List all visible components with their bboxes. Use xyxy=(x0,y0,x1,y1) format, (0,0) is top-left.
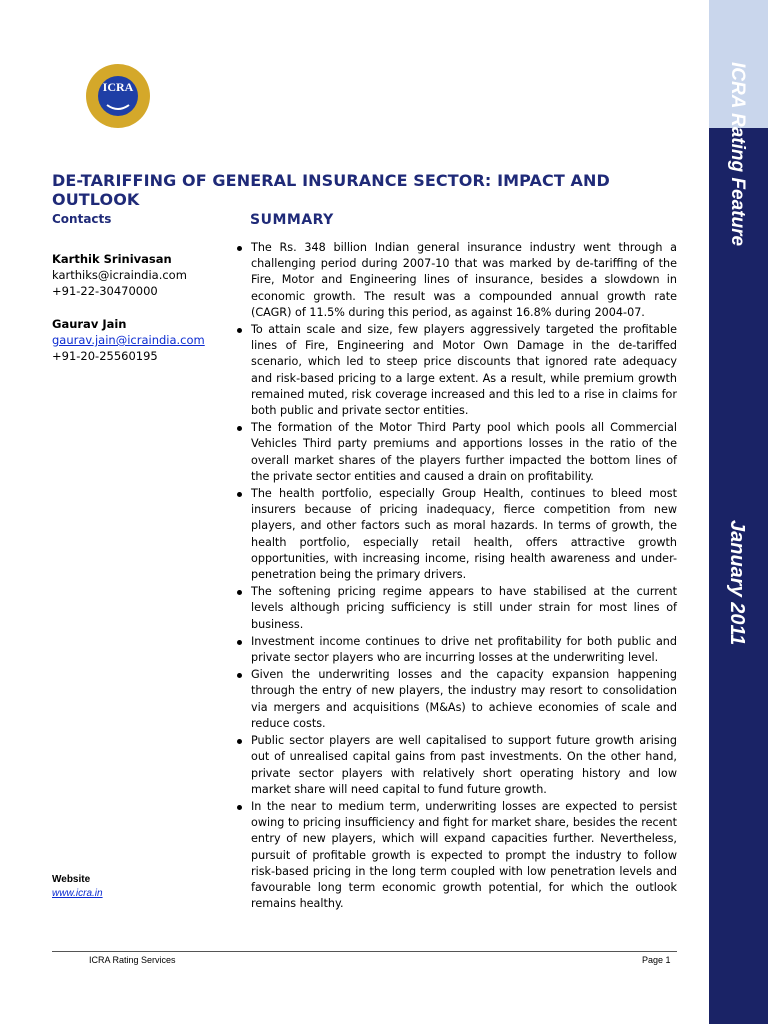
summary-bullet-text: Public sector players are well capitalised to support future growth arising out of unrealised capital gains from past investments. On the other hand, private sector players with relatively short operating history and low market share will need capital to fund future growth. xyxy=(251,734,677,796)
summary-bullet-text: Investment income continues to drive net profitability for both public and private sector players who are incurring losses at the underwriting level. xyxy=(251,634,677,665)
contact-card xyxy=(52,316,242,364)
summary-bullet-text: In the near to medium term, underwriting losses are expected to persist owing to pricing insufficiency and fight for market share, besides the recent entry of new players, which will expand capacities further. Nevertheless, pursuit of profitable growth is expected to prompt the industry to follow risk-based pricing in the long term coupled with low penetration levels and favourable long term economic growth potential, for which the outlook remains healthy. xyxy=(251,799,677,911)
summary-bullet xyxy=(237,634,677,666)
bullet-dot-icon xyxy=(237,640,242,645)
icra-logo-icon xyxy=(85,63,151,129)
footer-page-number: Page 1 xyxy=(642,955,671,965)
summary-bullet-text: Given the underwriting losses and the capacity expansion happening through the entry of new players, the industry may resort to consolidation via mergers and acquisitions (M&As) to achieve economies of scale and reduce costs. xyxy=(251,668,677,730)
summary-bullet xyxy=(237,584,677,633)
contact-phone: +91-22-30470000 xyxy=(52,284,158,298)
bullet-dot-icon xyxy=(237,328,242,333)
summary-bullet xyxy=(237,322,677,419)
summary-bullet xyxy=(237,420,677,485)
contacts-heading: Contacts xyxy=(52,212,112,226)
logo-letters: ICRA xyxy=(102,80,134,94)
website-block xyxy=(52,873,103,901)
summary-bullet xyxy=(237,240,677,321)
summary-bullet-text: The Rs. 348 billion Indian general insurance industry went through a challenging period during 2007-10 that was marked by de-tariffing of the Fire, Motor and Engineering lines of insurance, besides a slowdown in economic growth. The result was a compounded annual growth rate (CAGR) of 11.5% during this period, as against 16.8% during 2004-07. xyxy=(251,241,677,319)
summary-bullet-text: To attain scale and size, few players aggressively targeted the profitable lines of Fire, Engineering and Motor Own Damage in the de-tariffed scenario, which led to steep price discounts that ignored rate adequacy and risk-based pricing to a large extent. As a result, while premium growth remained muted, risk coverage increased and this led to a rise in claims for both public and private sector entities. xyxy=(251,323,677,418)
website-label: Website xyxy=(52,874,91,885)
summary-bullet-text: The formation of the Motor Third Party pool which pools all Commercial Vehicles Third party premiums and apportions losses in the ratio of the overall market shares of the players further impacted the bottom lines of the private sector entities and caused a drain on profitability. xyxy=(251,421,677,483)
bullet-dot-icon xyxy=(237,805,242,810)
summary-list xyxy=(237,240,677,913)
bullet-dot-icon xyxy=(237,246,242,251)
contact-email: karthiks@icraindia.com xyxy=(52,268,187,282)
bullet-dot-icon xyxy=(237,426,242,431)
bullet-dot-icon xyxy=(237,673,242,678)
summary-bullet-text: The softening pricing regime appears to have stabilised at the current levels although pricing sufficiency is still under strain for most lines of business. xyxy=(251,585,677,631)
page-title: DE-TARIFFING OF GENERAL INSURANCE SECTOR: IMPACT AND OUTLOOK xyxy=(52,171,610,209)
summary-bullet xyxy=(237,733,677,798)
footer-divider xyxy=(52,951,677,952)
sidebar-date-label: January 2011 xyxy=(726,520,748,646)
bullet-dot-icon xyxy=(237,739,242,744)
summary-bullet-text: The health portfolio, especially Group Health, continues to bleed most insurers because of pricing inadequacy, fierce competition from new players, and other factors such as moral hazards. In terms of growth, the health portfolio, especially retail health, offers attractive growth opportunities, with increasing income, rising health awareness and under-penetration being the primary drivers. xyxy=(251,487,677,582)
contact-email-link[interactable]: gaurav.jain@icraindia.com xyxy=(52,333,205,347)
summary-bullet xyxy=(237,486,677,583)
contact-name: Karthik Srinivasan xyxy=(52,252,172,266)
sidebar-feature-label: ICRA Rating Feature xyxy=(727,62,748,247)
bullet-dot-icon xyxy=(237,590,242,595)
summary-bullet xyxy=(237,667,677,732)
contact-phone: +91-20-25560195 xyxy=(52,349,158,363)
bullet-dot-icon xyxy=(237,492,242,497)
summary-bullet xyxy=(237,799,677,912)
contact-card xyxy=(52,251,242,299)
footer-publisher: ICRA Rating Services xyxy=(89,955,176,965)
website-link[interactable]: www.icra.in xyxy=(52,888,103,899)
contact-name: Gaurav Jain xyxy=(52,317,127,331)
summary-heading: SUMMARY xyxy=(250,212,334,228)
